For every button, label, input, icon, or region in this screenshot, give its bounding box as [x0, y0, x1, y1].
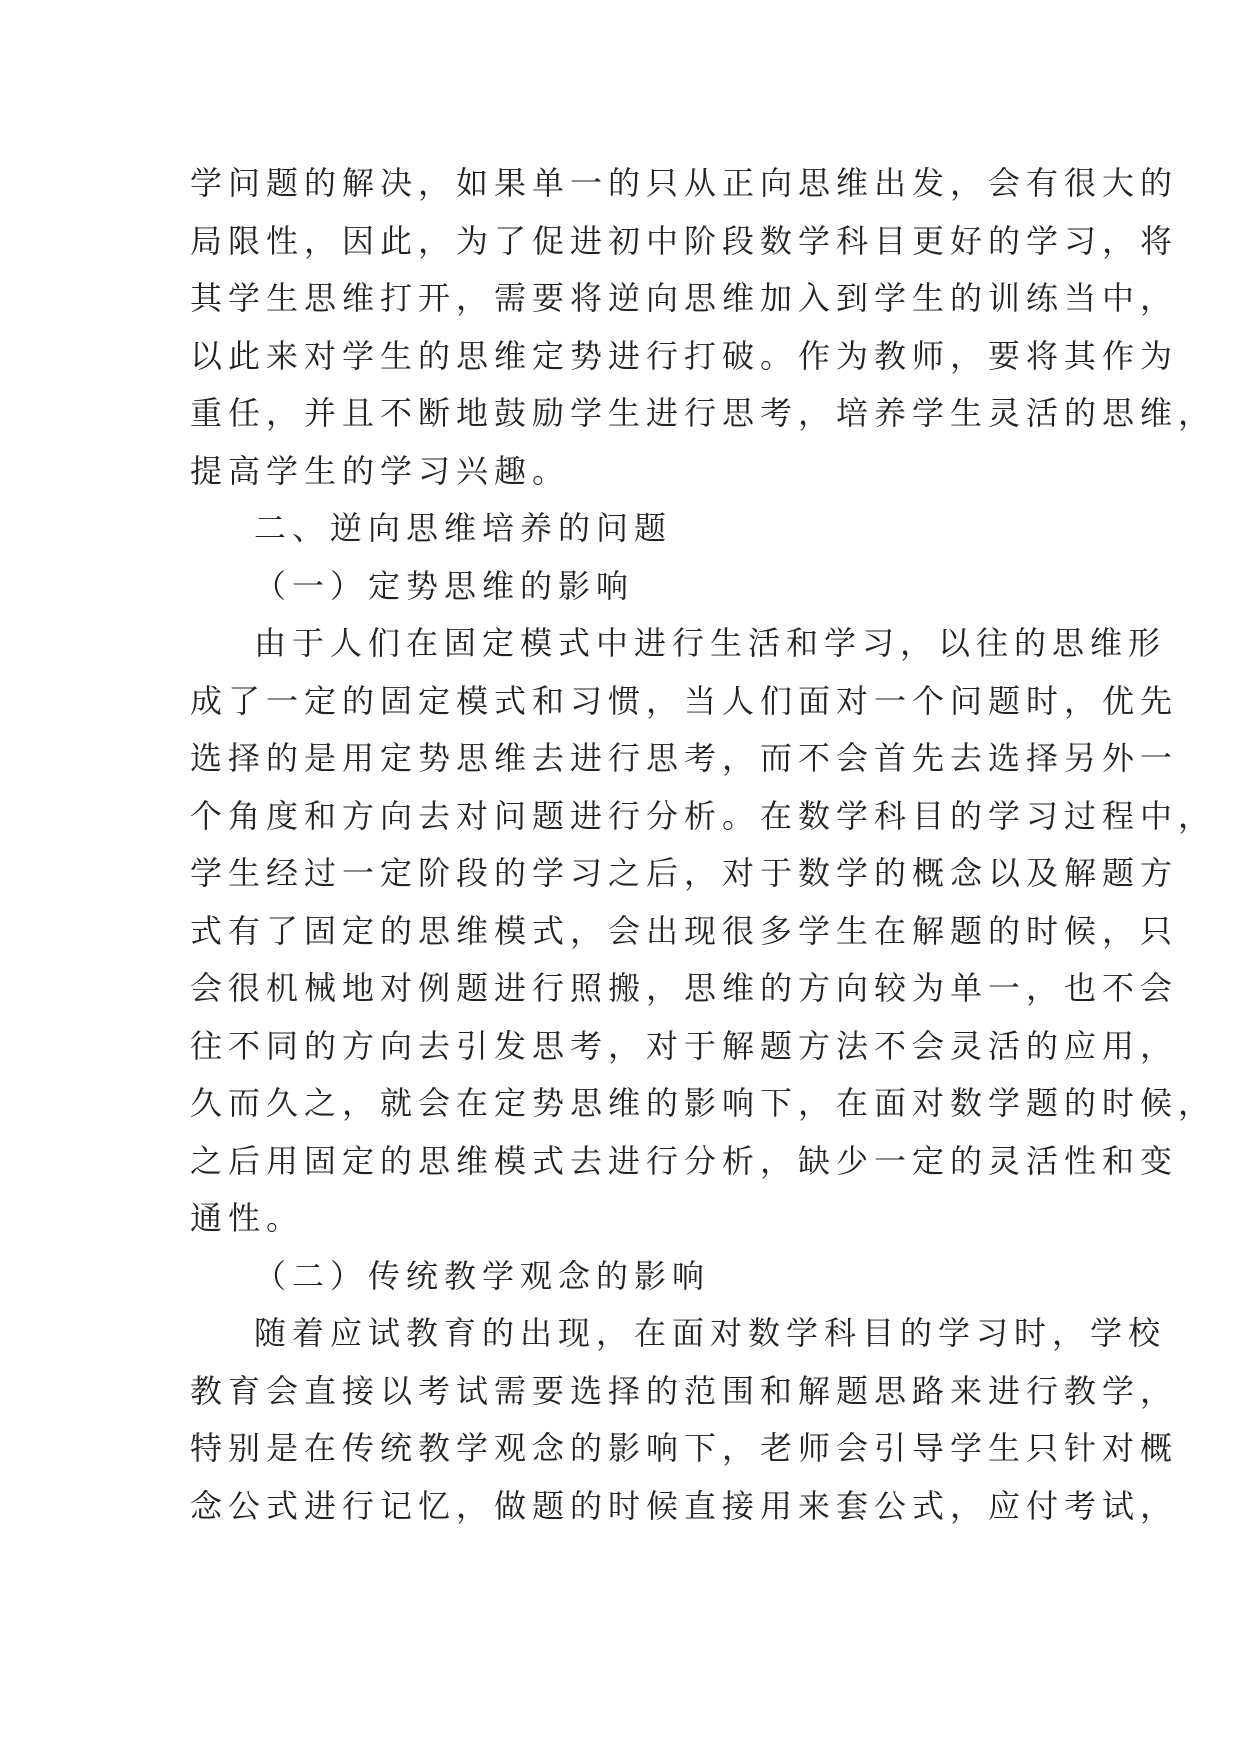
subsection-heading: （一）定势思维的影响	[254, 566, 635, 605]
paragraph-line: 成了一定的固定模式和习惯，当人们面对一个问题时，优先	[190, 681, 1179, 720]
paragraph-line: 提高学生的学习兴趣。	[190, 451, 571, 490]
body-text	[190, 155, 1217, 1535]
paragraph-line: 学问题的解决，如果单一的只从正向思维出发，会有很大的	[190, 164, 1179, 202]
paragraph-line: 通性。	[190, 1199, 305, 1237]
paragraph-line: 学生经过一定阶段的学习之后，对于数学的概念以及解题方	[190, 854, 1179, 892]
paragraph-line: 式有了固定的思维模式，会出现很多学生在解题的时候，只	[190, 911, 1179, 950]
paragraph-line: 会很机械地对例题进行照搬，思维的方向较为单一，也不会	[190, 969, 1179, 1007]
paragraph-line: 局限性，因此，为了促进初中阶段数学科目更好的学习，将	[190, 221, 1179, 260]
paragraph-line: 往不同的方向去引发思考，对于解题方法不会灵活的应用，	[190, 1026, 1179, 1065]
paragraph-line: 个角度和方向去对问题进行分析。在数学科目的学习过程中，	[190, 796, 1217, 835]
paragraph-line: 特别是在传统教学观念的影响下，老师会引导学生只针对概	[190, 1429, 1179, 1467]
subsection-heading: （二）传统教学观念的影响	[254, 1256, 711, 1295]
paragraph-line: 随着应试教育的出现，在面对数学科目的学习时，学校	[254, 1314, 1167, 1352]
paragraph-line: 以此来对学生的思维定势进行打破。作为教师，要将其作为	[190, 336, 1179, 375]
paragraph-line: 久而久之，就会在定势思维的影响下，在面对数学题的时候，	[190, 1084, 1217, 1122]
paragraph-line: 由于人们在固定模式中进行生活和学习，以往的思维形	[254, 624, 1167, 662]
paragraph-line: 其学生思维打开，需要将逆向思维加入到学生的训练当中，	[190, 279, 1179, 317]
paragraph-line: 念公式进行记忆，做题的时候直接用来套公式，应付考试，	[190, 1486, 1179, 1525]
paragraph-line: 重任，并且不断地鼓励学生进行思考，培养学生灵活的思维，	[190, 394, 1217, 432]
section-heading: 二、逆向思维培养的问题	[254, 509, 673, 547]
paragraph-line: 选择的是用定势思维去进行思考，而不会首先去选择另外一	[190, 739, 1179, 777]
paragraph-line: 教育会直接以考试需要选择的范围和解题思路来进行教学，	[190, 1371, 1179, 1410]
paragraph-line: 之后用固定的思维模式去进行分析，缺少一定的灵活性和变	[190, 1141, 1179, 1180]
